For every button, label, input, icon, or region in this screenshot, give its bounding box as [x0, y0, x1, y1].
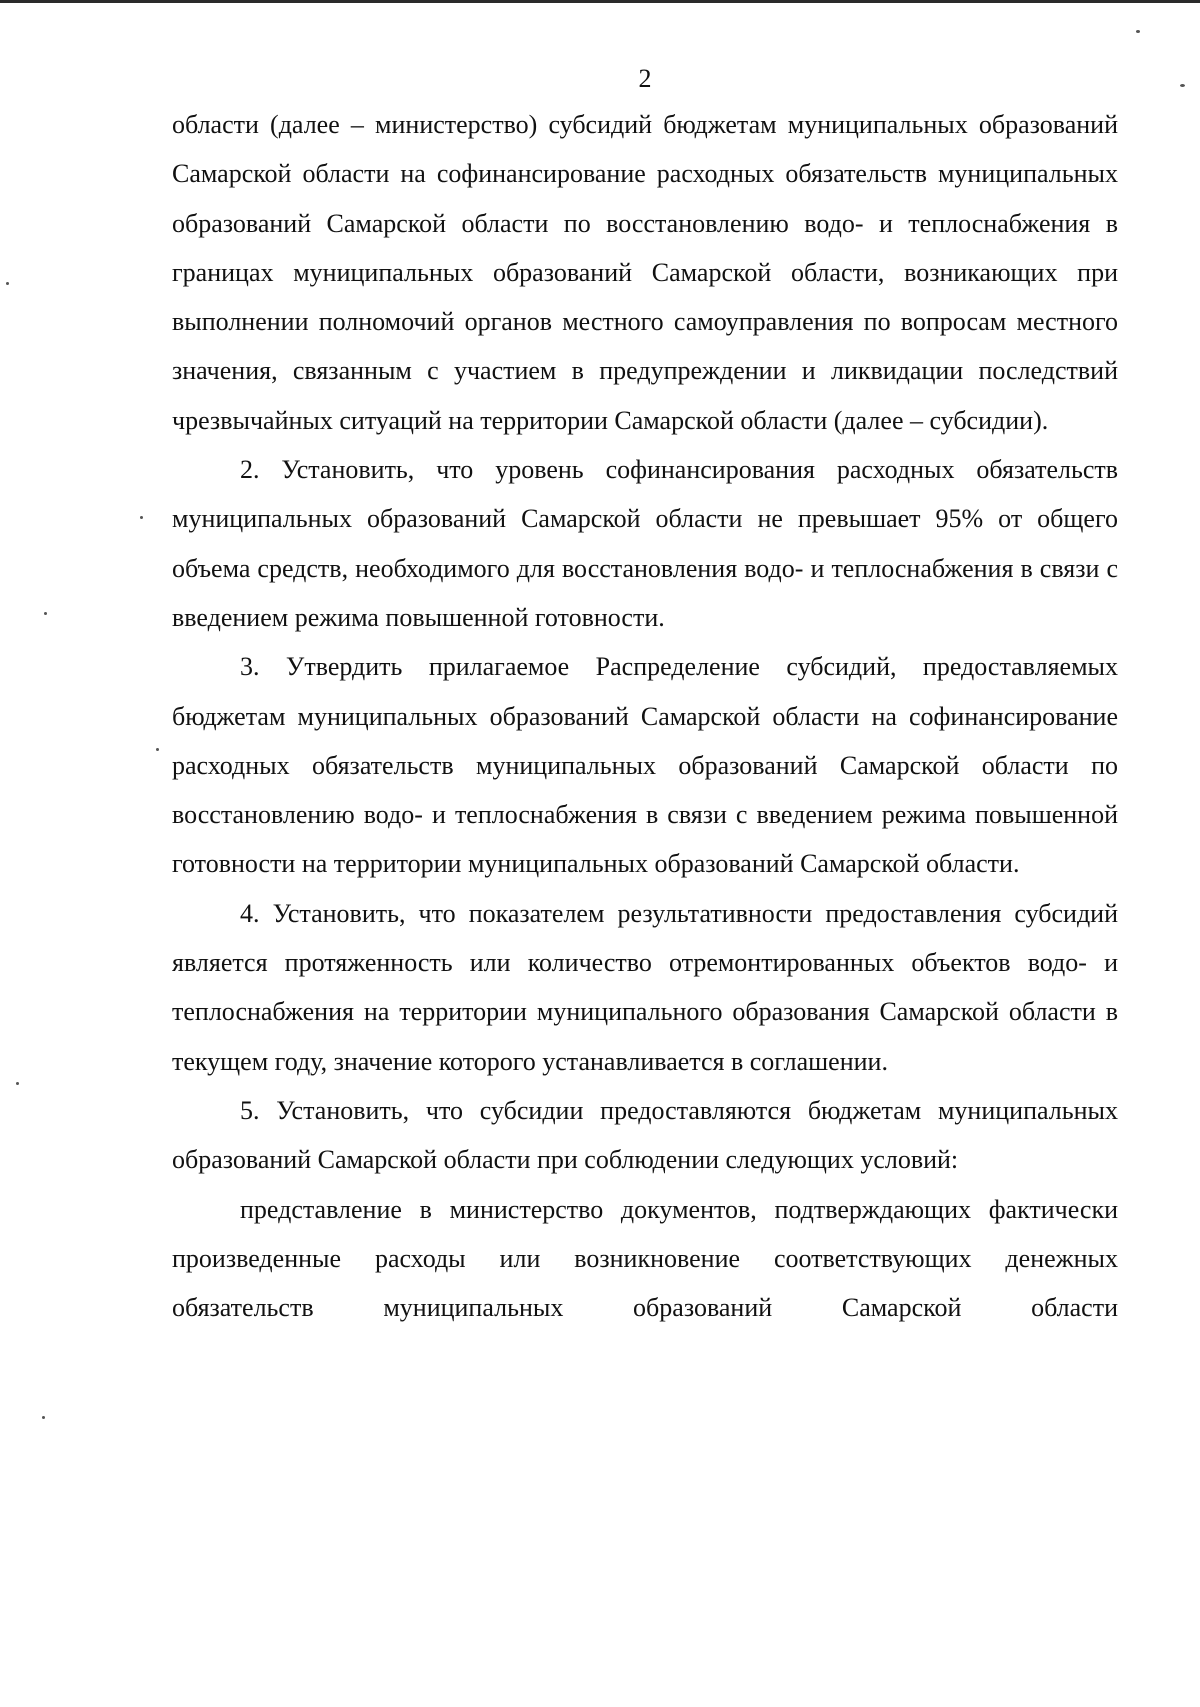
scan-speck — [6, 282, 9, 285]
scan-speck — [140, 516, 143, 519]
document-body — [172, 100, 1118, 1332]
paragraph-item-2: 2. Установить, что уровень софинансирования расходных обязательств муниципальных образований Самарской области не превышает 95% от общего объема средств, необходимого для восстановления водо- и теплоснабжения в связи с введением режима повышенной готовности. — [172, 455, 1118, 632]
scan-speck — [156, 748, 159, 751]
paragraph-intro-continuation: области (далее – министерство) субсидий бюджетам муниципальных образований Самарской области на софинансирование расходных обязательств муниципальных образований Самарской области по восстановлению водо- и теплоснабжения в границах муниципальных образований Самарской области, возникающих при выполнении полномочий органов местного самоуправления по вопросам местного значения, связанным с участием в предупреждении и ликвидации последствий чрезвычайных ситуаций на территории Самарской области (далее – субсидии). — [172, 110, 1118, 435]
scan-speck — [1136, 30, 1140, 33]
paragraph-item-4: 4. Установить, что показателем результативности предоставления субсидий является протяженность или количество отремонтированных объектов водо- и теплоснабжения на территории муниципального образования Самарской области в текущем году, значение которого устанавливается в соглашении. — [172, 898, 1118, 1076]
scan-speck — [16, 1082, 19, 1085]
paragraph-item-5: 5. Установить, что субсидии предоставляются бюджетам муниципальных образований Самарской области при соблюдении следующих условий: — [172, 1095, 1118, 1175]
scan-speck — [1180, 84, 1185, 87]
scan-speck — [42, 1416, 45, 1419]
scan-top-border — [0, 0, 1200, 3]
scan-speck — [44, 612, 47, 615]
paragraph-item-3: 3. Утвердить прилагаемое Распределение субсидий, предоставляемых бюджетам муниципальных образований Самарской области на софинансирование расходных обязательств муниципальных образований Самарской области по восстановлению водо- и теплоснабжения в связи с введением режима повышенной готовности на территории муниципальных образований Самарской области. — [172, 652, 1118, 879]
page-number: 2 — [638, 64, 652, 93]
paragraph-condition-1: представление в министерство документов, подтверждающих фактически произведенные расходы или возникновение соответствующих денежных обязательств муниципальных образований Самарской области — [172, 1194, 1118, 1323]
